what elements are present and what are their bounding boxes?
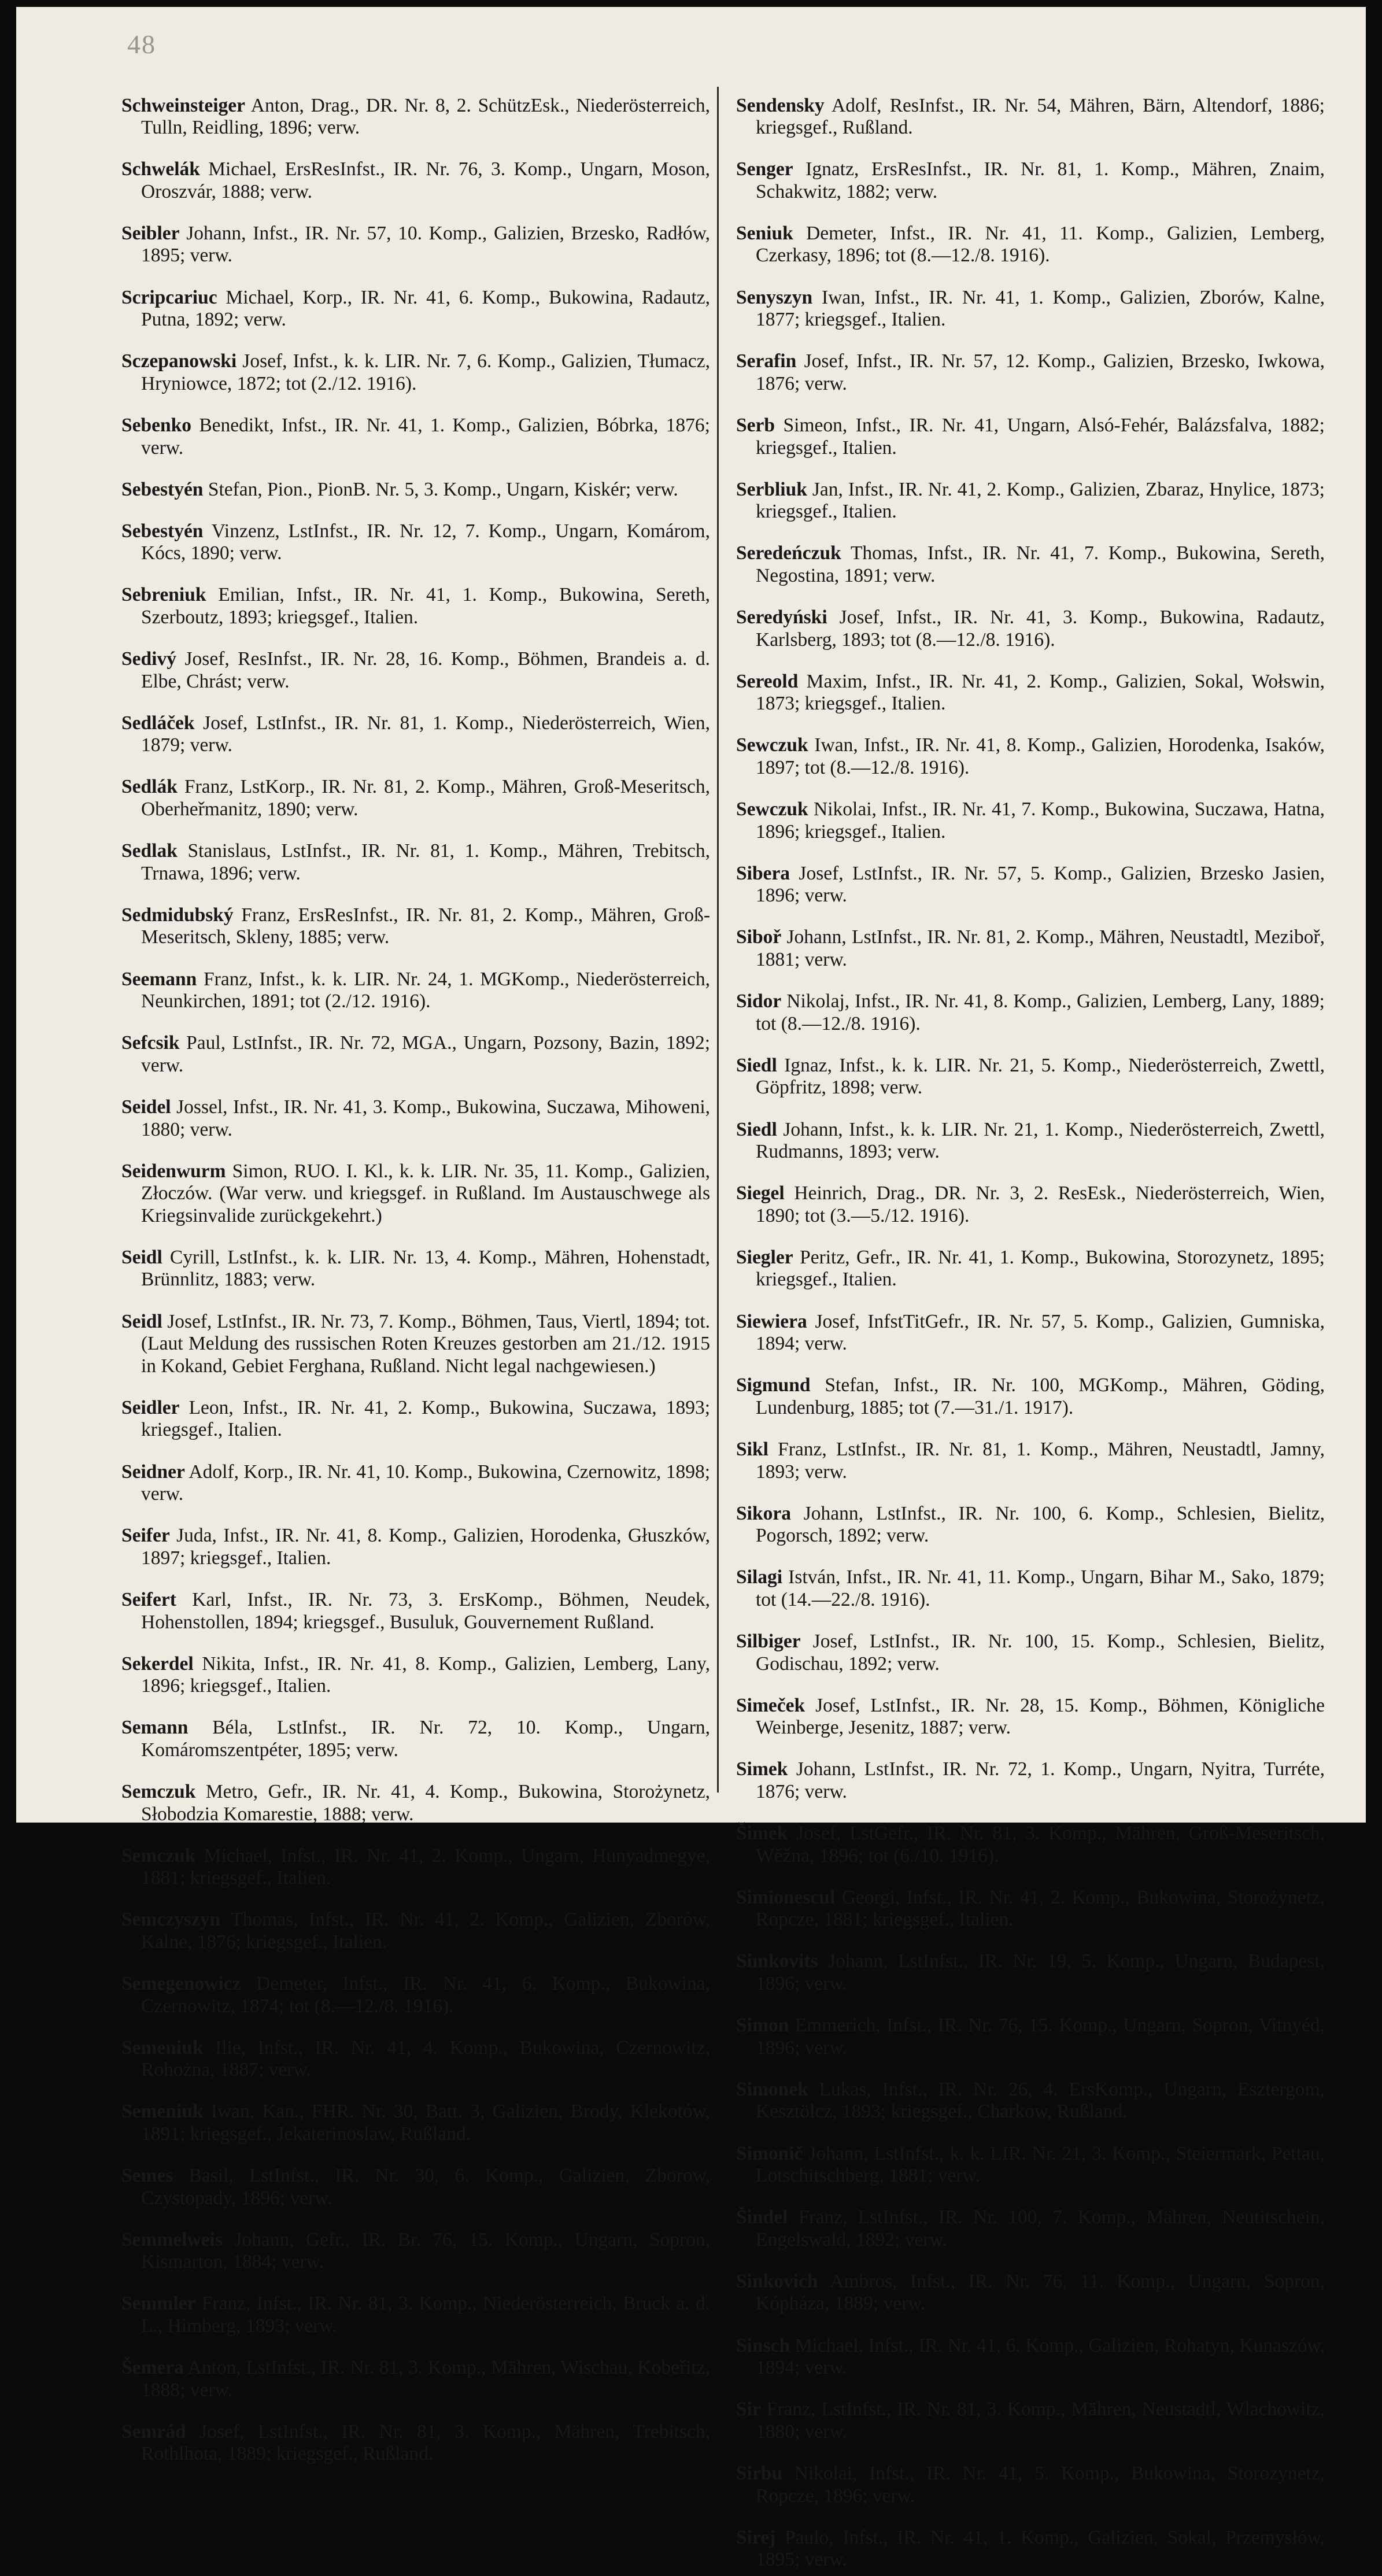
entry-surname: Semes	[121, 2165, 173, 2187]
casualty-entry	[736, 1503, 1325, 1547]
entry-details: Michael, ErsResInfst., IR. Nr. 76, 3. Komp., Ungarn, Moson, Oroszvár, 1888; verw.	[141, 158, 710, 202]
entry-surname: Schwelák	[121, 158, 200, 180]
casualty-list-page	[16, 7, 1366, 2571]
entry-details: Michael, Infst., IR. Nr. 41, 6. Komp., Galizien, Rohatyn, Kunaszów, 1894; verw.	[756, 2334, 1325, 2379]
entry-details: István, Infst., IR. Nr. 41, 11. Komp., Ungarn, Bihar M., Sako, 1879; tot (14.—22./8. 1916).	[756, 1566, 1325, 1610]
casualty-entry	[736, 1695, 1325, 1739]
entry-details: Peritz, Gefr., IR. Nr. 41, 1. Komp., Bukowina, Storozynetz, 1895; kriegsgef., Italien.	[756, 1246, 1325, 1291]
entry-details: Demeter, Infst., IR. Nr. 41, 6. Komp., Bukowina, Czernowitz, 1874; tot (8.—12./8. 1916).	[141, 1973, 710, 2017]
casualty-entry	[121, 1461, 710, 1506]
entry-surname: Šemera	[121, 2357, 184, 2379]
entry-surname: Sidor	[736, 991, 782, 1012]
entry-details: Johann, Infst., k. k. LIR. Nr. 21, 1. Komp., Niederösterreich, Zwettl, Rudmanns, 1893; verw.	[756, 1118, 1325, 1163]
entry-details: Adolf, Korp., IR. Nr. 41, 10. Komp., Bukowina, Czernowitz, 1898; verw.	[141, 1461, 710, 1505]
entry-surname: Sebestyén	[121, 478, 204, 500]
entry-details: Josef, Infst., k. k. LIR. Nr. 7, 6. Komp., Galizien, Tłumacz, Hryniowce, 1872; tot (2./12. 1916).	[141, 350, 710, 394]
entry-surname: Sebreniuk	[121, 584, 206, 606]
entry-details: Leon, Infst., IR. Nr. 41, 2. Komp., Bukowina, Suczawa, 1893; kriegsgef., Italien.	[141, 1396, 710, 1441]
casualty-entry	[736, 1631, 1325, 1675]
entry-surname: Sczepanowski	[121, 350, 237, 372]
entry-details: Johann, LstInfst., IR. Nr. 72, 1. Komp., Ungarn, Nyitra, Turréte, 1876; verw.	[756, 1758, 1325, 1802]
entry-surname: Seemann	[121, 968, 197, 990]
entry-surname: Seidl	[121, 1310, 162, 1332]
casualty-entry	[736, 2463, 1325, 2507]
entry-surname: Seredyński	[736, 607, 827, 628]
entry-details: Franz, Infst., IR. Nr. 81, 3. Komp., Niederösterreich, Bruck a. d. L., Himberg, 1893; verw.	[141, 2293, 710, 2337]
entry-surname: Seifer	[121, 1525, 170, 1547]
casualty-entry	[736, 223, 1325, 267]
entry-surname: Sewczuk	[736, 799, 808, 821]
entry-details: Demeter, Infst., IR. Nr. 41, 11. Komp., Galizien, Lemberg, Czerkasy, 1896; tot (8.—12./8. 1916).	[756, 222, 1325, 267]
entry-surname: Seifert	[121, 1588, 176, 1610]
entry-surname: Sewczuk	[736, 734, 808, 756]
entry-details: Ignatz, ErsResInfst., IR. Nr. 81, 1. Komp., Mähren, Znaim, Schakwitz, 1882; verw.	[756, 158, 1325, 202]
casualty-entry	[736, 1247, 1325, 1291]
entry-surname: Seidner	[121, 1461, 185, 1483]
casualty-entry	[736, 734, 1325, 779]
entry-details: Paul, LstInfst., IR. Nr. 72, MGA., Ungarn, Pozsony, Bazin, 1892; verw.	[141, 1032, 710, 1076]
casualty-entry	[121, 1311, 710, 1378]
entry-details: Nikita, Infst., IR. Nr. 41, 8. Komp., Galizien, Lemberg, Lany, 1896; kriegsgef., Italien.	[141, 1653, 710, 1697]
entry-surname: Silagi	[736, 1566, 783, 1588]
entry-details: Johann, LstInfst., IR. Nr. 100, 6. Komp., Schlesien, Bielitz, Pogorsch, 1892; verw.	[756, 1502, 1325, 1547]
casualty-entry	[121, 2357, 710, 2401]
entry-surname: Sibera	[736, 862, 790, 884]
casualty-entry	[121, 1032, 710, 1077]
entry-surname: Semrád	[121, 2420, 186, 2442]
casualty-entry	[736, 1758, 1325, 1803]
entry-details: Thomas, Infst., IR. Nr. 41, 7. Komp., Bukowina, Sereth, Negostina, 1891; verw.	[756, 542, 1325, 586]
casualty-entry	[121, 287, 710, 331]
entry-details: Ignaz, Infst., k. k. LIR. Nr. 21, 5. Komp., Niederösterreich, Zwettl, Göpfritz, 1898; verw.	[756, 1054, 1325, 1099]
entry-surname: Semczuk	[121, 1845, 196, 1867]
entry-surname: Sigmund	[736, 1374, 811, 1396]
entry-surname: Semczuk	[121, 1780, 196, 1802]
entry-surname: Seidl	[121, 1246, 162, 1268]
entry-details: Michael, Infst., IR. Nr. 41, 2. Komp., Ungarn, Hunyadmegye, 1881; kriegsgef., Italien.	[141, 1845, 710, 1889]
casualty-entry	[736, 1950, 1325, 1995]
entry-details: Nikolaj, Infst., IR. Nr. 41, 8. Komp., Galizien, Lemberg, Lany, 1889; tot (8.—12./8. 1916).	[756, 991, 1325, 1034]
entry-surname: Sedlak	[121, 840, 178, 862]
entry-details: Georgi, Infst., IR. Nr. 41, 2. Komp., Bukowina, Storożynetz, Ropcze, 1881; kriegsgef., Italien.	[756, 1886, 1325, 1931]
casualty-entry	[736, 1055, 1325, 1099]
casualty-entry	[121, 2421, 710, 2466]
entry-details: Iwan, Infst., IR. Nr. 41, 8. Komp., Galizien, Horodenka, Isaków, 1897; tot (8.—12./8. 1916).	[756, 734, 1325, 778]
entry-surname: Simonič	[736, 2142, 803, 2164]
entry-surname: Sedivý	[121, 648, 176, 670]
casualty-entry	[736, 2079, 1325, 2123]
casualty-entry	[736, 350, 1325, 395]
casualty-entry	[736, 1439, 1325, 1483]
casualty-entry	[121, 479, 710, 501]
entry-surname: Sereold	[736, 670, 799, 692]
entry-details: Johann, Gefr., IR. Br. 76, 15. Komp., Ungarn, Sopron, Kismarton, 1884; verw.	[141, 2228, 710, 2273]
entry-surname: Seidenwurm	[121, 1160, 226, 1182]
entry-surname: Simek	[736, 1758, 788, 1780]
entry-details: Adolf, ResInfst., IR. Nr. 54, Mähren, Bärn, Altendorf, 1886; kriegsgef., Rußland.	[756, 94, 1325, 139]
casualty-entry	[121, 2229, 710, 2274]
entry-details: Juda, Infst., IR. Nr. 41, 8. Komp., Galizien, Horodenka, Głuszków, 1897; kriegsgef., Italien.	[141, 1525, 710, 1569]
casualty-entry	[736, 991, 1325, 1035]
entry-surname: Seredeńczuk	[736, 542, 841, 564]
casualty-entry	[121, 1161, 710, 1228]
entry-surname: Šindel	[736, 2207, 788, 2228]
entry-surname: Siboř	[736, 926, 782, 948]
entry-details: Franz, LstInfst., IR. Nr. 81, 1. Komp., Mähren, Neustadtl, Jamny, 1893; verw.	[756, 1438, 1325, 1483]
entry-details: Anton, LstInfst., IR. Nr. 81, 3. Komp., Mähren, Wischau, Kobeřitz, 1888; verw.	[141, 2357, 710, 2401]
entry-surname: Semegenowicz	[121, 1973, 241, 1995]
casualty-entry	[736, 287, 1325, 331]
entry-surname: Serb	[736, 414, 775, 436]
entry-surname: Sedmidubský	[121, 904, 234, 926]
entry-details: Josef, LstInfst., IR. Nr. 73, 7. Komp., Böhmen, Taus, Viertl, 1894; tot. (Laut Meldung des russischen Roten Kreuzes gestorben am 21./12. 1915 in Kokand, Gebiet Ferghana, Rußland. Nicht legal nachgewiesen.)	[141, 1310, 710, 1377]
entry-details: Ambros, Infst., IR. Nr. 76, 11. Komp., Ungarn, Sopron, Kópháza, 1889; verw.	[756, 2270, 1325, 2315]
entry-details: Heinrich, Drag., DR. Nr. 3, 2. ResEsk., Niederösterreich, Wien, 1890; tot (3.—5./12. 1916).	[756, 1182, 1325, 1226]
entry-surname: Sir	[736, 2398, 761, 2420]
entry-details: Nikolai, Infst., IR. Nr. 41, 5. Komp., Bukowina, Storozynetz, Ropcze, 1896; verw.	[756, 2462, 1325, 2507]
entry-surname: Sirej	[736, 2526, 776, 2548]
casualty-entry	[736, 1119, 1325, 1163]
entry-details: Franz, LstInfst., IR. Nr. 100, 7. Komp., Mähren, Neutitschein, Engelswald, 1892; verw.	[756, 2207, 1325, 2250]
entry-details: Josef, InfstTitGefr., IR. Nr. 57, 5. Komp., Galizien, Gumniska, 1894; verw.	[756, 1310, 1325, 1355]
entry-surname: Senyszyn	[736, 286, 813, 308]
casualty-entry	[736, 1182, 1325, 1227]
casualty-entry	[121, 904, 710, 949]
casualty-entry	[121, 1653, 710, 1698]
casualty-entry	[736, 1374, 1325, 1419]
casualty-entry	[736, 2015, 1325, 2059]
entry-surname: Siegel	[736, 1182, 785, 1204]
entry-details: Stanislaus, LstInfst., IR. Nr. 81, 1. Komp., Mähren, Trebitsch, Trnawa, 1896; verw.	[141, 840, 710, 884]
casualty-entry	[121, 2101, 710, 2145]
casualty-entry	[736, 863, 1325, 907]
casualty-entry	[121, 840, 710, 885]
casualty-entry	[736, 1311, 1325, 1355]
casualty-entry	[736, 2271, 1325, 2315]
entry-details: Johann, Infst., IR. Nr. 57, 10. Komp., Galizien, Brzesko, Radłów, 1895; verw.	[141, 222, 710, 267]
entry-surname: Sinkovich	[736, 2270, 818, 2292]
entry-surname: Silbiger	[736, 1631, 801, 1652]
casualty-entry	[736, 158, 1325, 203]
entry-surname: Serbliuk	[736, 478, 807, 500]
entry-details: Paulo, Infst., IR. Nr. 41, 1. Komp., Galizien, Sokal, Przemysłów, 1895; verw.	[756, 2526, 1325, 2571]
entry-surname: Sikl	[736, 1438, 768, 1460]
entry-surname: Semmelweis	[121, 2228, 223, 2250]
entry-details: Simon, RUO. I. Kl., k. k. LIR. Nr. 35, 11. Komp., Galizien, Złoczów. (War verw. und kriegsgef. in Rußland. Im Austauschwege als Kriegsinvalide zurückgekehrt.)	[141, 1160, 710, 1226]
entry-surname: Serafin	[736, 350, 797, 372]
entry-surname: Seidel	[121, 1096, 171, 1118]
casualty-entry	[736, 95, 1325, 139]
casualty-entry	[736, 926, 1325, 971]
entry-surname: Semeniuk	[121, 2101, 204, 2123]
casualty-entry	[736, 1566, 1325, 1611]
entry-details: Simeon, Infst., IR. Nr. 41, Ungarn, Alsó-Fehér, Balázsfalva, 1882; kriegsgef., Italien.	[756, 414, 1325, 459]
entry-surname: Siedl	[736, 1118, 777, 1140]
page-number: 48	[127, 29, 156, 59]
casualty-entry	[121, 969, 710, 1013]
entry-details: Stefan, Pion., PionB. Nr. 5, 3. Komp., Ungarn, Kiskér; verw.	[203, 478, 678, 500]
entry-surname: Sefcsik	[121, 1032, 180, 1054]
casualty-entry	[736, 2398, 1325, 2443]
casualty-entry	[121, 776, 710, 821]
left-column	[121, 75, 710, 2471]
casualty-entry	[736, 415, 1325, 459]
casualty-entry	[736, 671, 1325, 715]
entry-surname: Seidler	[121, 1396, 180, 1418]
entry-surname: Seibler	[121, 222, 180, 244]
entry-details: Josef, ResInfst., IR. Nr. 28, 16. Komp., Böhmen, Brandeis a. d. Elbe, Chrást; verw.	[141, 648, 710, 692]
entry-details: Iwan, Infst., IR. Nr. 41, 1. Komp., Galizien, Zborów, Kalne, 1877; kriegsgef., Italien.	[756, 286, 1325, 331]
casualty-entry	[121, 1096, 710, 1141]
casualty-entry	[736, 479, 1325, 523]
casualty-entry	[121, 520, 710, 565]
entry-surname: Sendensky	[736, 94, 825, 116]
entry-details: Josef, Infst., IR. Nr. 41, 3. Komp., Bukowina, Radautz, Karlsberg, 1893; tot (8.—12./8. 1916).	[756, 607, 1325, 651]
entry-surname: Simon	[736, 2015, 789, 2037]
entry-details: Anton, Drag., DR. Nr. 8, 2. SchützEsk., Niederösterreich, Tulln, Reidling, 1896; verw.	[141, 94, 710, 139]
entry-details: Josef, Infst., IR. Nr. 57, 12. Komp., Galizien, Brzesko, Iwkowa, 1876; verw.	[756, 350, 1325, 394]
entry-surname: Scripcariuc	[121, 286, 217, 308]
entry-surname: Semmler	[121, 2293, 196, 2315]
entry-surname: Sikora	[736, 1502, 791, 1524]
entry-details: Nikolai, Infst., IR. Nr. 41, 7. Komp., Bukowina, Suczawa, Hatna, 1896; kriegsgef., Italien.	[756, 799, 1325, 842]
casualty-entry	[121, 2165, 710, 2209]
right-column	[736, 75, 1325, 2576]
entry-details: Stefan, Infst., IR. Nr. 100, MGKomp., Mähren, Göding, Lundenburg, 1885; tot (7.—31./1. 1917).	[756, 1374, 1325, 1418]
casualty-entry	[736, 2527, 1325, 2571]
entry-surname: Sedlák	[121, 776, 178, 798]
entry-details: Metro, Gefr., IR. Nr. 41, 4. Komp., Bukowina, Storożynetz, Słobodzia Komarestie, 1888; verw.	[141, 1780, 710, 1825]
entry-details: Josef, LstInfst., IR. Nr. 81, 1. Komp., Niederösterreich, Wien, 1879; verw.	[141, 712, 710, 756]
entry-surname: Sebestyén	[121, 520, 204, 542]
entry-surname: Senger	[736, 158, 793, 180]
entry-details: Jan, Infst., IR. Nr. 41, 2. Komp., Galizien, Zbaraz, Hnylice, 1873; kriegsgef., Italien.	[756, 478, 1325, 523]
entry-surname: Simkovits	[736, 1950, 818, 1972]
casualty-entry	[121, 1845, 710, 1890]
entry-surname: Semeniuk	[121, 2037, 204, 2058]
entry-surname: Siedl	[736, 1054, 777, 1076]
casualty-entry	[121, 350, 710, 395]
entry-surname: Sekerdel	[121, 1653, 194, 1675]
entry-details: Iwan, Kan., FHR. Nr. 30, Batt. 3, Galizien, Brody, Klekotów, 1891; kriegsgef., Jekaterinoslaw, Rußland.	[141, 2101, 710, 2145]
entry-surname: Sedláček	[121, 712, 195, 734]
casualty-entry	[121, 415, 710, 459]
casualty-entry	[121, 1397, 710, 1442]
casualty-entry	[121, 1973, 710, 2017]
entry-surname: Semann	[121, 1717, 189, 1739]
entry-details: Franz, LstInfst., IR. Nr. 81, 3. Komp., Mähren, Neustadtl, Wlachowitz, 1880; verw.	[756, 2398, 1325, 2442]
entry-details: Franz, Infst., k. k. LIR. Nr. 24, 1. MGKomp., Niederösterreich, Neunkirchen, 1891; tot (2./12. 1916).	[141, 968, 710, 1012]
entry-details: Béla, LstInfst., IR. Nr. 72, 10. Komp., Ungarn, Komáromszentpéter, 1895; verw.	[141, 1717, 710, 1761]
entry-details: Cyrill, LstInfst., k. k. LIR. Nr. 13, 4. Komp., Mähren, Hohenstadt, Brünnlitz, 1883; verw.	[141, 1246, 710, 1291]
casualty-entry	[121, 1781, 710, 1825]
entry-details: Jossel, Infst., IR. Nr. 41, 3. Komp., Bukowina, Suczawa, Mihoweni, 1880; verw.	[141, 1096, 710, 1140]
entry-surname: Siewiera	[736, 1310, 807, 1332]
entry-details: Johann, LstInfst., IR. Nr. 19, 5. Komp., Ungarn, Budapest, 1896; verw.	[756, 1950, 1325, 1995]
casualty-entry	[121, 1589, 710, 1633]
entry-details: Josef, LstInfst., IR. Nr. 28, 15. Komp., Böhmen, Königliche Weinberge, Jesenitz, 1887; verw.	[756, 1694, 1325, 1739]
entry-details: Lukas, Infst., IR. Nr. 26, 4. ErsKomp., Ungarn, Esztergom, Kesztölcz, 1893; kriegsgef., Charkow, Rußland.	[756, 2078, 1325, 2123]
entry-surname: Semczyszyn	[121, 1909, 221, 1931]
entry-details: Vinzenz, LstInfst., IR. Nr. 12, 7. Komp., Ungarn, Komárom, Kócs, 1890; verw.	[141, 520, 710, 564]
casualty-entry	[121, 1525, 710, 1569]
casualty-entry	[121, 95, 710, 139]
entry-surname: Simonek	[736, 2078, 808, 2100]
entry-details: Emmerich, Infst., IR. Nr. 76, 15. Komp., Ungarn, Sopron, Vitnyéd, 1896; verw.	[756, 2015, 1325, 2058]
entry-details: Ilie, Infst., IR. Nr. 41, 4. Komp., Bukowina, Czernowitz, Rohożna, 1887; verw.	[141, 2037, 710, 2081]
entry-surname: Sebenko	[121, 414, 192, 436]
entry-details: Josef, LstInfst., IR. Nr. 57, 5. Komp., Galizien, Brzesko Jasien, 1896; verw.	[756, 862, 1325, 907]
casualty-entry	[121, 1717, 710, 1761]
entry-surname: Šimek	[736, 1823, 788, 1845]
casualty-entry	[736, 1887, 1325, 1931]
entry-surname: Seniuk	[736, 222, 793, 244]
casualty-entry	[121, 1247, 710, 1291]
casualty-entry	[736, 2207, 1325, 2251]
entry-surname: Sirbu	[736, 2462, 783, 2484]
entry-surname: Sinsch	[736, 2334, 790, 2356]
casualty-entry	[121, 2037, 710, 2082]
casualty-entry	[121, 2293, 710, 2337]
entry-details: Franz, ErsResInfst., IR. Nr. 81, 2. Komp., Mähren, Groß-Meseritsch, Skleny, 1885; verw.	[141, 904, 710, 948]
casualty-entry	[736, 799, 1325, 843]
entry-surname: Schweinsteiger	[121, 94, 245, 116]
entry-details: Michael, Korp., IR. Nr. 41, 6. Komp., Bukowina, Radautz, Putna, 1892; verw.	[141, 286, 710, 331]
casualty-entry	[121, 158, 710, 203]
casualty-entry	[121, 712, 710, 757]
casualty-entry	[121, 584, 710, 629]
casualty-entry	[121, 648, 710, 693]
entry-details: Johann, LstInfst., IR. Nr. 81, 2. Komp., Mähren, Neustadtl, Meziboř, 1881; verw.	[756, 926, 1325, 971]
casualty-entry	[736, 2143, 1325, 2187]
entry-details: Franz, LstKorp., IR. Nr. 81, 2. Komp., Mähren, Groß-Meseritsch, Oberheřmanitz, 1890; verw.	[141, 776, 710, 821]
entry-details: Emilian, Infst., IR. Nr. 41, 1. Komp., Bukowina, Sereth, Szerboutz, 1893; kriegsgef., Italien.	[141, 584, 710, 628]
casualty-entry	[736, 607, 1325, 651]
entry-details: Karl, Infst., IR. Nr. 73, 3. ErsKomp., Böhmen, Neudek, Hohenstollen, 1894; kriegsgef., Busuluk, Gouvernement Rußland.	[141, 1588, 710, 1633]
entry-details: Basil, LstInfst., IR. Nr. 30, 6. Komp., Galizien, Zborow, Czystopady, 1896; verw.	[141, 2165, 710, 2209]
casualty-entry	[121, 1909, 710, 1953]
casualty-entry	[121, 223, 710, 267]
entry-surname: Simeček	[736, 1694, 805, 1716]
casualty-entry	[736, 2335, 1325, 2379]
entry-details: Maxim, Infst., IR. Nr. 41, 2. Komp., Galizien, Sokal, Wołswin, 1873; kriegsgef., Italien.	[756, 670, 1325, 715]
casualty-entry	[736, 542, 1325, 587]
entry-surname: Siegler	[736, 1246, 793, 1268]
entry-details: Josef, LstInfst., IR. Nr. 100, 15. Komp., Schlesien, Bielitz, Godischau, 1892; verw.	[756, 1631, 1325, 1675]
entry-details: Thomas, Infst., IR. Nr. 41, 2. Komp., Galizien, Zborów, Kalne, 1876; kriegsgef., Italien.	[141, 1909, 710, 1953]
column-divider	[717, 87, 719, 1793]
entry-surname: Simionescul	[736, 1886, 836, 1908]
entry-details: Johann, LstInfst., k. k. LIR. Nr. 21, 3. Komp., Steiermark, Pettau, Lotschitschberg, 1881; verw.	[756, 2142, 1325, 2187]
entry-details: Benedikt, Infst., IR. Nr. 41, 1. Komp., Galizien, Bóbrka, 1876; verw.	[141, 414, 710, 459]
entry-details: Josef, LstGefr., IR. Nr. 81, 3. Komp., Mähren, Groß-Meseritsch, Wěžna, 1896; tot (6./10. 1916).	[756, 1823, 1325, 1867]
casualty-entry	[736, 1823, 1325, 1867]
entry-details: Josef, LstInfst., IR. Nr. 81, 3. Komp., Mähren, Trebitsch, Rothlhota, 1889; kriegsgef., Rußland.	[141, 2420, 710, 2465]
